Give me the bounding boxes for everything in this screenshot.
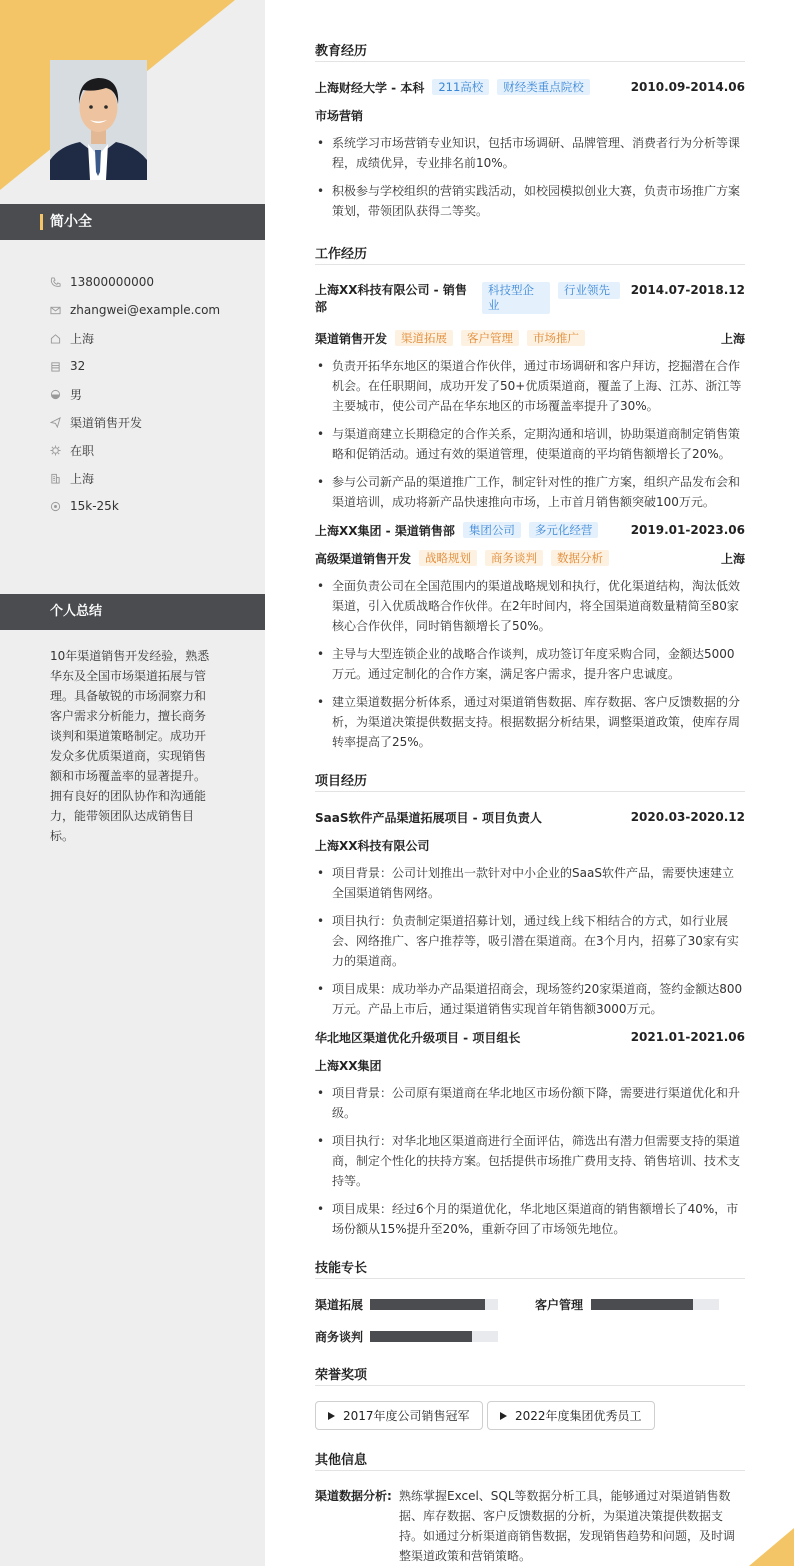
project-org-row [315,836,745,854]
job-role: 高级渠道销售开发 [315,551,412,566]
skill-bar-fill [591,1299,693,1310]
education-bullets [315,133,745,229]
job-tag: 行业领先 [558,282,620,299]
list-item: • 建立渠道数据分析体系，通过对渠道销售数据、库存数据、客户反馈数据的分析，为渠道决策提供数据支持。根据数据分析结果，调整渠道政策，使库存周转率提高了25%。 [315,692,745,752]
education-major-row [315,106,745,124]
summary-text: 10年渠道销售开发经验，熟悉华东及全国市场渠道拓展与管理。具备敏锐的市场洞察力和客户需求分析能力，擅长商务谈判和渠道策略制定。成功开发众多优质渠道商，实现销售额和市场覆盖率的显著提升。拥有良好的团队协作和沟通能力，能带领团队达成销售目标。 [50,649,210,843]
other-label: 渠道数据分析: [315,1489,392,1503]
skill-bar-track [370,1331,498,1342]
name-banner [0,204,265,240]
project-header [315,808,745,826]
skill-item [535,1294,719,1314]
list-item: • 负责开拓华东地区的渠道合作伙伴，通过市场调研和客户拜访，挖掘潜在合作机会。在任职期间，成功开发了50+优质渠道商，覆盖了上海、江苏、浙江等主要城市，使公司产品在华东地区的市场覆盖率提升了30%。 [315,356,745,416]
skill-bar-fill [370,1331,472,1342]
email-icon [50,305,70,316]
info-work-city [50,464,260,492]
job-header [315,282,745,316]
education-title: 教育经历 [315,40,745,62]
info-email [50,296,260,324]
skill-name: 客户管理 [535,1297,584,1312]
info-email-text: zhangwei@example.com [70,303,221,317]
job-role-row [315,549,745,567]
info-age [50,352,260,380]
projects-title: 项目经历 [315,770,745,792]
job-skill-tag: 战略规划 [419,550,477,566]
job-header [315,521,745,539]
project-bullets [315,863,745,1027]
skill-name: 商务谈判 [315,1329,364,1344]
project-period: 2021.01-2021.06 [630,1030,745,1044]
info-age-text: 32 [70,359,86,373]
candidate-name: 简小全 [50,214,92,230]
skill-bar-track [591,1299,719,1310]
status-icon [50,445,70,456]
job-skill-tag: 市场推广 [527,330,585,346]
info-location [50,324,260,352]
job-city: 上海 [720,551,745,566]
project-org: 上海XX集团 [315,1058,382,1073]
profile-photo [50,60,147,180]
list-item: • 与渠道商建立长期稳定的合作关系，定期沟通和培训，协助渠道商制定销售策略和促销活动。通过有效的渠道管理，使渠道商的平均销售额增长了20%。 [315,424,745,464]
job-tag: 多元化经营 [529,522,599,538]
other-info-row [315,1486,745,1566]
skill-item [315,1294,498,1314]
list-item: • 系统学习市场营销专业知识，包括市场调研、品牌管理、消费者行为分析等课程，成绩优异，专业排名前10%。 [315,133,745,173]
education-period: 2010.09-2014.06 [630,80,745,94]
calendar-icon [50,361,70,372]
job-skill-tag: 商务谈判 [485,550,543,566]
info-location-text: 上海 [70,331,95,346]
list-item: • 项目成果：经过6个月的渠道优化，华北地区渠道商的销售额增长了40%，市场份额从15%提升至20%，重新夺回了市场领先地位。 [315,1199,745,1239]
info-phone [50,268,260,296]
job-company-line2: 部 [315,300,328,314]
award-item [315,1401,483,1430]
job-company-line1: 上海XX科技有限公司 - 销售 [315,283,467,297]
school-name: 上海财经大学 - 本科 [315,80,425,95]
education-major: 市场营销 [315,108,364,123]
skill-item [315,1326,498,1346]
summary-banner [0,594,265,630]
job-role: 渠道销售开发 [315,331,388,346]
list-item: • 主导与大型连锁企业的战略合作谈判，成功签订年度采购合同，金额达5000万元。通过定制化的合作方案，满足客户需求，提升客户忠诚度。 [315,644,745,684]
job-tag: 集团公司 [463,522,521,538]
list-item: • 项目执行：对华北地区渠道商进行全面评估，筛选出有潜力但需要支持的渠道商，制定个性化的扶持方案。包括提供市场推广费用支持、销售培训、技术支持等。 [315,1131,745,1191]
list-item: • 项目背景：公司原有渠道商在华北地区市场份额下降，需要进行渠道优化和升级。 [315,1083,745,1123]
job-skill-tag: 客户管理 [461,330,519,346]
play-triangle-icon [500,1412,507,1420]
list-item: • 参与公司新产品的渠道推广工作，制定针对性的推广方案，组织产品发布会和渠道培训，成功将新产品快速推向市场，上市首月销售额突破100万元。 [315,472,745,512]
award-text: 2022年度集团优秀员工 [515,1409,642,1423]
contact-info-list [50,268,260,520]
info-gender-text: 男 [70,387,83,402]
skills-title: 技能专长 [315,1257,745,1279]
work-title: 工作经历 [315,243,745,265]
project-org: 上海XX科技有限公司 [315,838,430,853]
info-gender [50,380,260,408]
project-header [315,1028,745,1046]
list-item: • 项目背景：公司计划推出一款针对中小企业的SaaS软件产品，需要快速建立全国渠道销售网络。 [315,863,745,903]
project-name: 华北地区渠道优化升级项目 - 项目组长 [315,1030,521,1045]
job-bullets [315,356,745,520]
list-item: • 积极参与学校组织的营销实践活动，如校园模拟创业大赛，负责市场推广方案策划，带领团队获得二等奖。 [315,181,745,221]
info-salary [50,492,260,520]
job-bullets [315,576,745,760]
salary-icon [50,501,70,512]
name-accent [40,214,43,230]
job-company: 上海XX集团 - 渠道销售部 [315,523,455,538]
job-city: 上海 [720,331,745,346]
skill-name: 渠道拓展 [315,1297,364,1312]
skill-bar-track [370,1299,498,1310]
award-item [487,1401,655,1430]
list-item: • 项目执行：负责制定渠道招募计划，通过线上线下相结合的方式，如行业展会、网络推广、客户推荐等，吸引潜在渠道商。在3个月内，招募了30家有实力的渠道商。 [315,911,745,971]
job-company [315,282,475,316]
phone-icon [50,277,70,288]
education-header [315,78,745,96]
list-item: • 全面负责公司在全国范围内的渠道战略规划和执行，优化渠道结构，淘汰低效渠道，引入优质战略合作伙伴。在2年时间内，将全国渠道商数量精简至80家核心合作伙伴，同时销售额增长了50%。 [315,576,745,636]
education-tag: 211高校 [432,79,489,95]
list-item: • 项目成果：成功举办产品渠道招商会，现场签约20家渠道商，签约金额达800万元。产品上市后，通过渠道销售实现首年销售额3000万元。 [315,979,745,1019]
other-title: 其他信息 [315,1449,745,1471]
project-bullets [315,1083,745,1247]
send-icon [50,417,70,428]
decorative-corner [749,1528,794,1566]
job-role-row [315,329,745,347]
sidebar [0,0,265,1566]
job-skill-tag: 渠道拓展 [395,330,453,346]
info-position-text: 渠道销售开发 [70,415,143,430]
award-text: 2017年度公司销售冠军 [343,1409,470,1423]
summary-title: 个人总结 [50,604,103,619]
info-phone-text: 13800000000 [70,275,154,289]
awards-title: 荣誉奖项 [315,1364,745,1386]
project-period: 2020.03-2020.12 [630,810,745,824]
job-period: 2019.01-2023.06 [630,523,745,537]
education-tag: 财经类重点院校 [497,79,590,95]
job-tag: 科技型企业 [482,282,550,314]
project-org-row [315,1056,745,1074]
info-status [50,436,260,464]
project-name: SaaS软件产品渠道拓展项目 - 项目负责人 [315,810,542,825]
other-text: 熟练掌握Excel、SQL等数据分析工具，能够通过对渠道销售数据、库存数据、客户反馈数据的分析，为渠道决策提供数据支持。如通过分析渠道商销售数据，发现销售趋势和问题，及时调整渠道政策和营销策略。 [399,1489,736,1563]
building-icon [50,473,70,484]
info-work-city-text: 上海 [70,471,95,486]
info-position [50,408,260,436]
job-period: 2014.07-2018.12 [630,283,745,297]
gender-icon [50,389,70,400]
info-status-text: 在职 [70,443,95,458]
play-triangle-icon [328,1412,335,1420]
job-skill-tag: 数据分析 [551,550,609,566]
info-salary-text: 15k-25k [70,499,119,513]
home-icon [50,333,70,344]
skill-bar-fill [370,1299,485,1310]
